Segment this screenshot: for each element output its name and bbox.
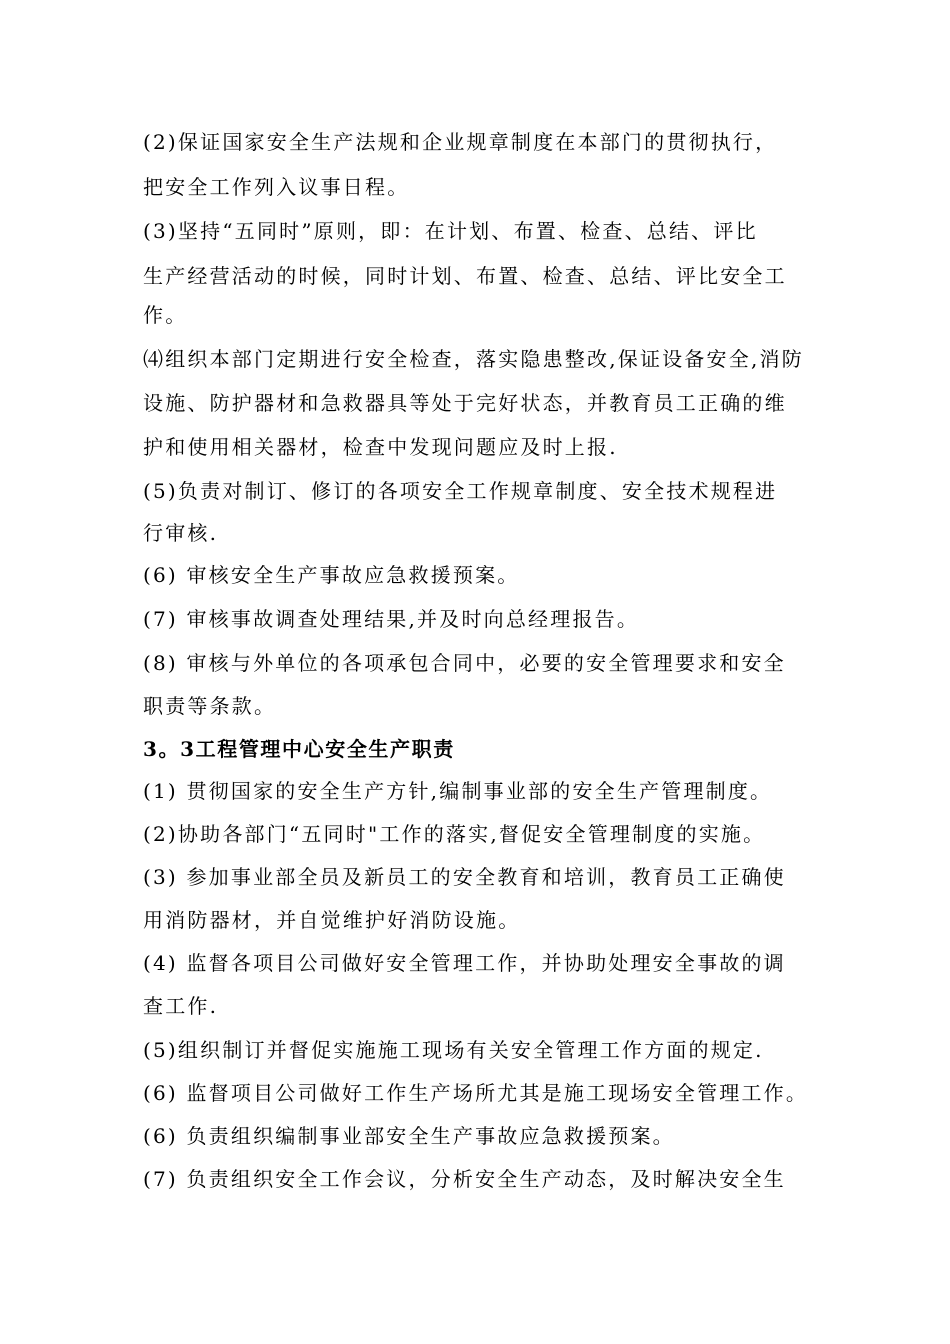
text-line: (3)坚持“五同时”原则，即：在计划、布置、检查、总结、评比 [143,219,758,243]
text-line: 护和使用相关器材，检查中发现问题应及时上报. [143,435,618,459]
text-line: (7) 审核事故调查处理结果,并及时向总经理报告。 [143,607,640,631]
text-line: 生产经营活动的时候，同时计划、布置、检查、总结、评比安全工 [143,264,787,288]
text-line: (1) 贯彻国家的安全生产方针,编制事业部的安全生产管理制度。 [143,779,773,803]
text-line: ⑷组织本部门定期进行安全检查，落实隐患整改,保证设备安全,消防 [143,347,804,371]
text-line: (6) 负责组织编制事业部安全生产事故应急救援预案。 [143,1124,675,1148]
text-line: (5)负责对制订、修订的各项安全工作规章制度、安全技术规程进 [143,479,778,503]
text-line: 作。 [143,303,188,327]
text-line: (3) 参加事业部全员及新员工的安全教育和培训，教育员工正确使 [143,865,786,889]
text-line: 职责等条款。 [143,694,277,718]
text-line: (2)协助各部门“五同时"工作的落实,督促安全管理制度的实施。 [143,822,766,846]
text-line: 设施、防护器材和急救器具等处于完好状态，并教育员工正确的维 [143,391,787,415]
text-line: (2)保证国家安全生产法规和企业规章制度在本部门的贯彻执行， [143,130,778,154]
text-line: (5)组织制订并督促实施施工现场有关安全管理工作方面的规定. [143,1038,764,1062]
text-line: 用消防器材，并自觉维护好消防设施。 [143,908,521,932]
text-line: 查工作. [143,994,219,1018]
text-line: (6) 监督项目公司做好工作生产场所尤其是施工现场安全管理工作。 [143,1081,809,1105]
text-line: (6) 审核安全生产事故应急救援预案。 [143,563,520,587]
section-heading: 3。3工程管理中心安全生产职责 [143,737,455,761]
text-line: 行审核. [143,521,219,545]
text-line: (7) 负责组织安全工作会议，分析安全生产动态，及时解决安全生 [143,1167,786,1191]
text-line: 把安全工作列入议事日程。 [143,175,410,199]
text-line: (4) 监督各项目公司做好安全管理工作，并协助处理安全事故的调 [143,951,786,975]
text-line: (8) 审核与外单位的各项承包合同中，必要的安全管理要求和安全 [143,651,786,675]
